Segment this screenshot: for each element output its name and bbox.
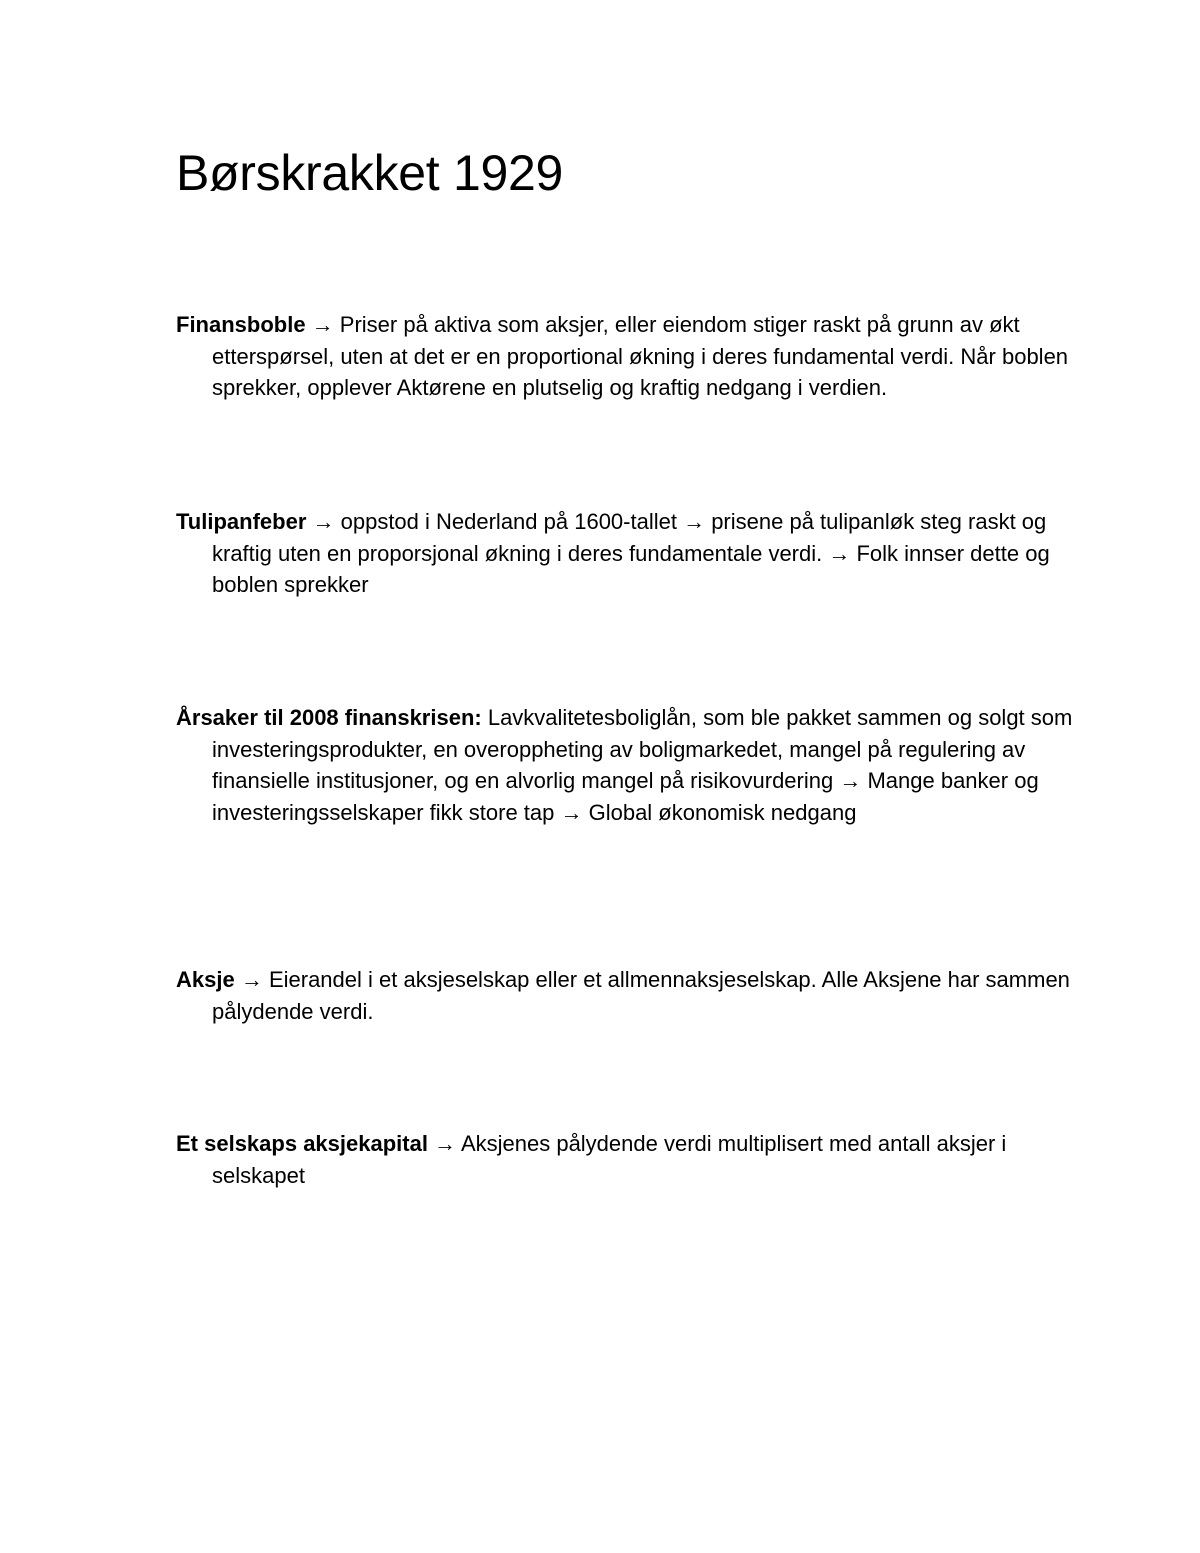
- definition-term: Årsaker til 2008 finanskrisen:: [176, 705, 482, 730]
- definition-finansboble: [176, 309, 1102, 404]
- definition-text: → Priser på aktiva som aksjer, eller eiendom stiger raskt på grunn av økt etterspørsel, uten at det er en proportional økning i deres fundamental verdi. Når boblen sprekker, opplever Aktørene en plutselig og kraftig nedgang i verdien.: [212, 312, 1069, 400]
- definition-text: → oppstod i Nederland på 1600-tallet → prisene på tulipanløk steg raskt og kraftig uten en proporsjonal økning i deres fundamentale verdi. → Folk innser dette og boblen sprekker: [212, 509, 1050, 597]
- definition-tulipanfeber: [176, 506, 1102, 601]
- definition-arsaker-2008-finanskrisen: [176, 702, 1102, 828]
- definition-text: → Eierandel i et aksjeselskap eller et allmennaksjeselskap. Alle Aksjene har sammen pålydende verdi.: [212, 967, 1070, 1024]
- definition-text: Lavkvalitetesboliglån, som ble pakket sammen og solgt som investeringsprodukter, en overoppheting av boligmarkedet, mangel på regulering av finansielle institusjoner, og en alvorlig mangel på risikovurdering → Mange banker og investeringsselskaper fikk store tap → Global økonomisk nedgang: [212, 705, 1073, 825]
- definition-text: → Aksjenes pålydende verdi multiplisert med antall aksjer i selskapet: [212, 1131, 1007, 1188]
- definition-term: Aksje: [176, 967, 235, 992]
- definition-aksjekapital: [176, 1128, 1102, 1191]
- page-title: Børskrakket 1929: [176, 145, 564, 201]
- definition-term: Finansboble: [176, 312, 306, 337]
- definition-term: Tulipanfeber: [176, 509, 307, 534]
- definition-term: Et selskaps aksjekapital: [176, 1131, 428, 1156]
- definition-aksje: [176, 964, 1102, 1027]
